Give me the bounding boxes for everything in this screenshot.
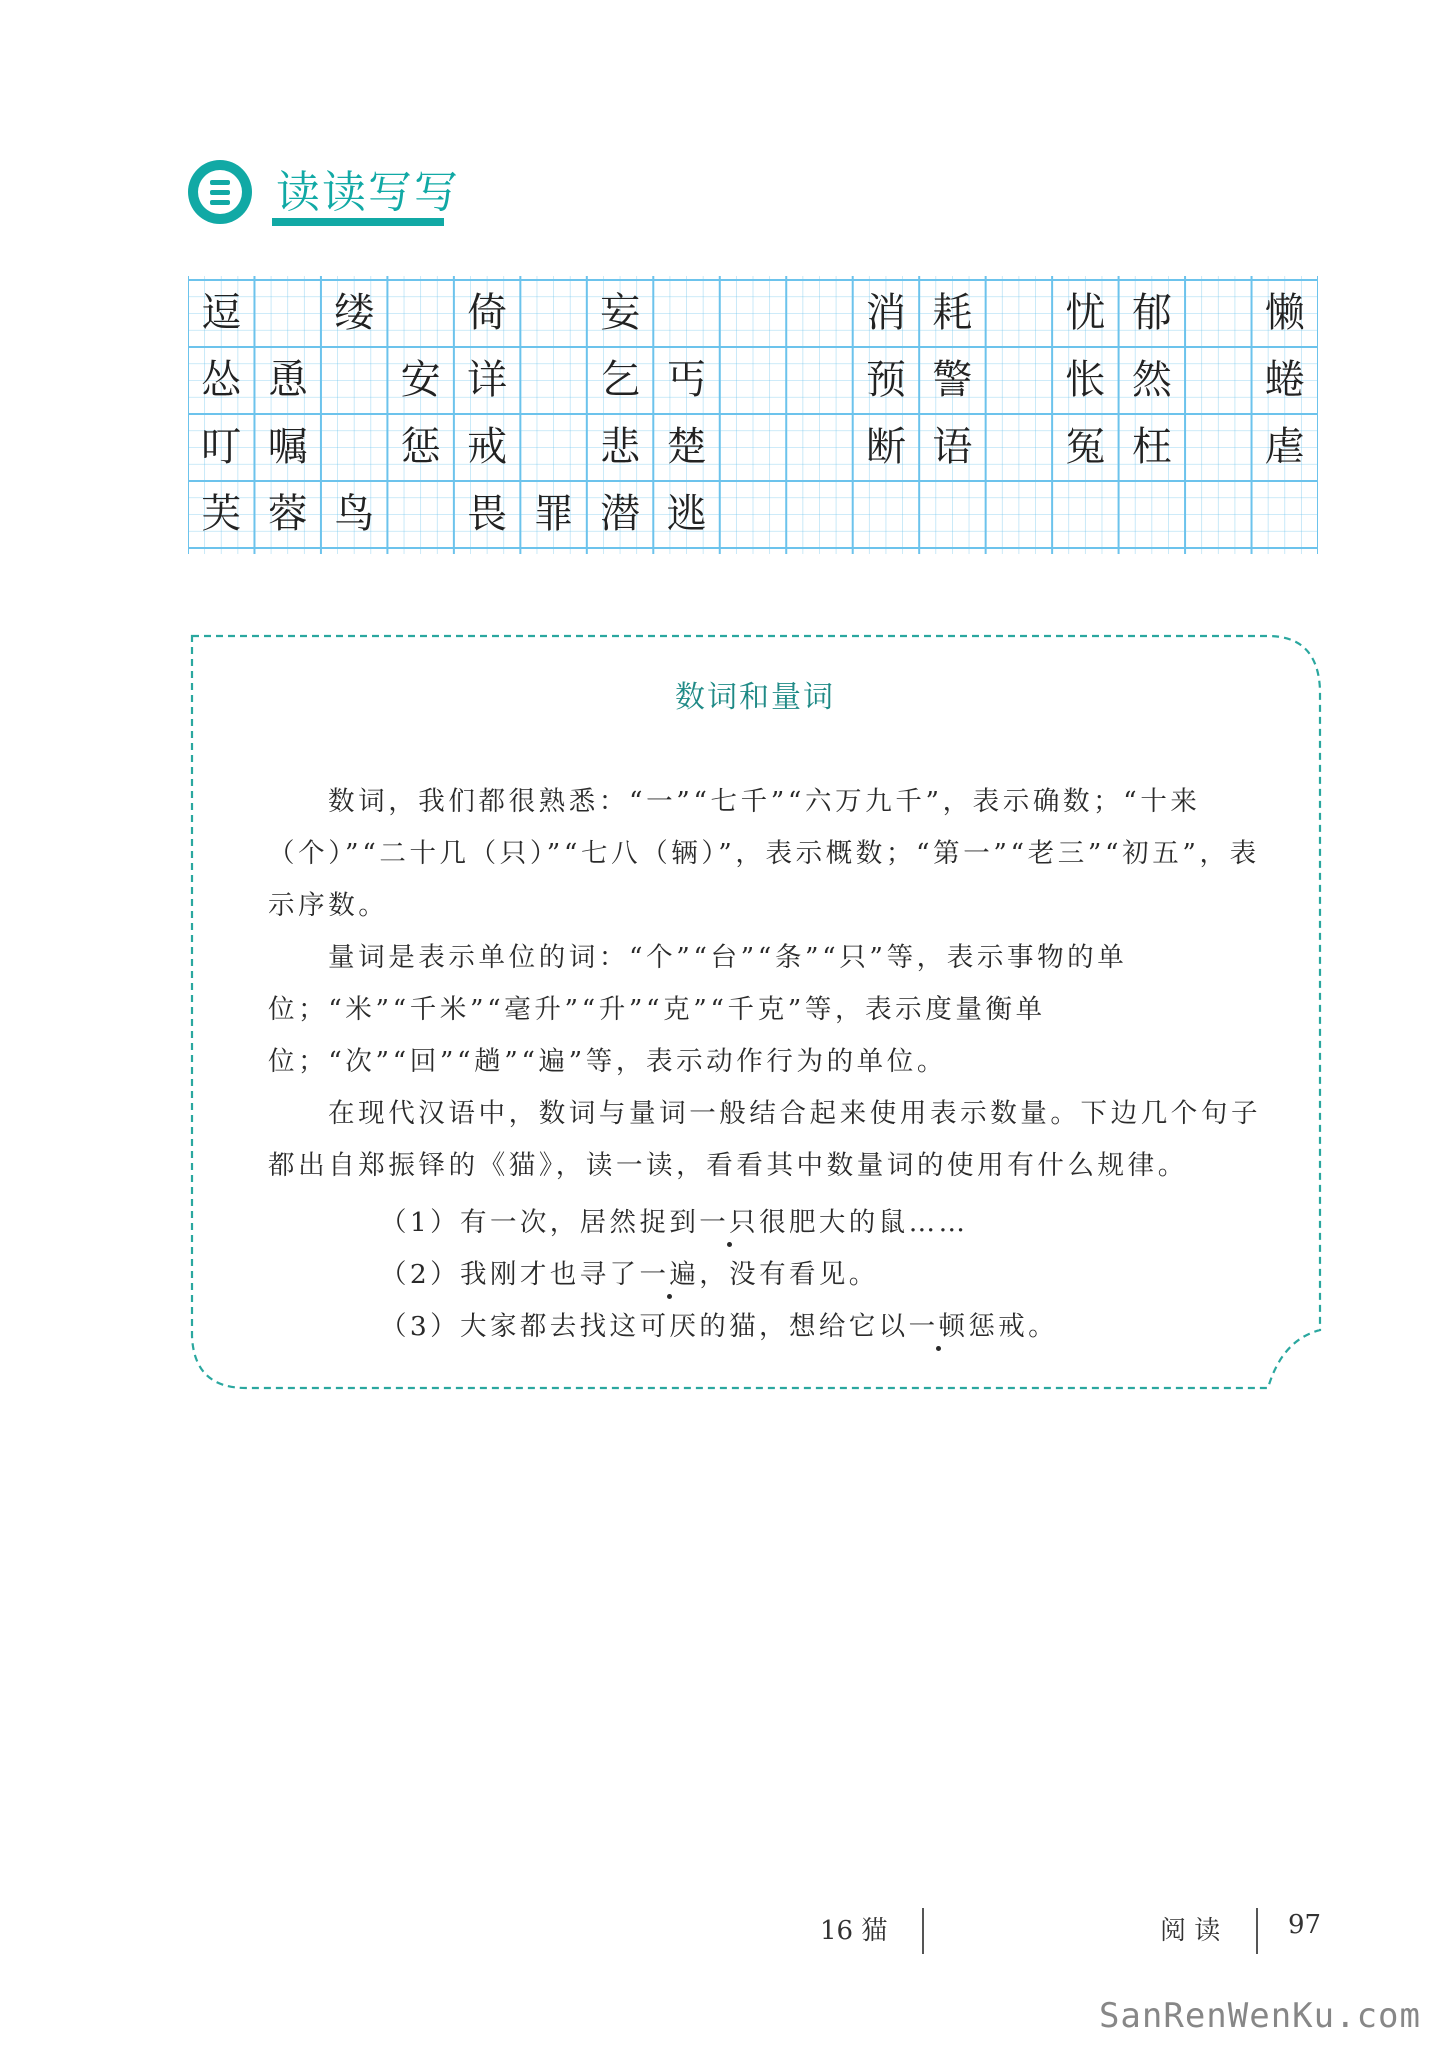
example-sentence-1: （1）有一次，居然捉到一只很肥大的鼠…… <box>380 1200 968 1239</box>
watermark: SanRenWenKu.com <box>1098 1996 1421 2036</box>
grid-character: 叮 <box>201 424 242 470</box>
grid-character: 消 <box>865 290 906 336</box>
grid-character: 鸟 <box>334 491 375 537</box>
grid-character: 潜 <box>600 491 641 537</box>
emphasis-marks: 一顿 <box>909 1304 969 1343</box>
box-title: 数词和量词 <box>675 680 835 715</box>
grid-character: 蜷 <box>1264 357 1305 403</box>
grid-character: 倚 <box>467 290 508 336</box>
grid-character: 罪 <box>533 491 574 537</box>
section-title: 读读写写 <box>276 167 460 218</box>
grid-character: 嘱 <box>267 424 308 470</box>
grid-character: 然 <box>1131 357 1172 403</box>
grid-character: 懒 <box>1264 290 1305 336</box>
grid-character: 虐 <box>1264 424 1305 470</box>
grid-character: 惩 <box>400 424 441 470</box>
grid-character: 戒 <box>467 424 508 470</box>
grid-character: 丐 <box>666 357 707 403</box>
grid-character: 怅 <box>1065 357 1106 403</box>
grid-character: 预 <box>865 357 906 403</box>
example-sentence-2: （2）我刚才也寻了一遍，没有看见。 <box>380 1252 879 1291</box>
emphasis-marks: 一只 <box>699 1200 759 1239</box>
grid-character: 语 <box>932 424 973 470</box>
grid-character: 妄 <box>600 290 641 336</box>
paragraph-numerals: 数词，我们都很熟悉：“一”“七千”“六万九千”，表示确数；“十来（个）”“二十几（只）”“七八（辆）”，表示概数；“第一”“老三”“初五”，表示序数。 <box>268 786 1260 921</box>
grid-character: 忧 <box>1065 290 1106 336</box>
grid-character: 蓉 <box>267 491 308 537</box>
grid-character: 怂 <box>201 357 242 403</box>
grid-character: 缕 <box>334 290 375 336</box>
emphasis-marks: 一遍 <box>639 1252 699 1291</box>
footer-lesson: 16 猫 <box>820 1916 888 1946</box>
grid-character: 详 <box>467 357 508 403</box>
grid-character: 枉 <box>1131 424 1172 470</box>
paragraph-measure-words: 量词是表示单位的词：“个”“台”“条”“只”等，表示事物的单位；“米”“千米”“毫升”“升”“克”“千克”等，表示度量衡单位；“次”“回”“趟”“遍”等，表示动作行为的单位。 <box>268 942 1128 1077</box>
grid-character: 芙 <box>201 491 242 537</box>
grid-character: 郁 <box>1131 290 1172 336</box>
footer-divider <box>1256 1908 1258 1954</box>
grid-character: 畏 <box>467 491 508 537</box>
grid-character: 楚 <box>666 424 707 470</box>
paragraph-usage: 在现代汉语中，数词与量词一般结合起来使用表示数量。下边几个句子都出自郑振铎的《猫》，读一读，看看其中数量词的使用有什么规律。 <box>268 1098 1262 1181</box>
page-number: 97 <box>1288 1910 1322 1940</box>
grid-character: 耗 <box>932 290 973 336</box>
grid-character: 悲 <box>600 424 641 470</box>
grid-character: 冤 <box>1065 424 1106 470</box>
grid-character: 安 <box>400 357 441 403</box>
grid-character: 逗 <box>201 290 242 336</box>
footer-divider <box>922 1908 924 1954</box>
grid-character: 乞 <box>600 357 641 403</box>
grid-character: 恿 <box>267 357 308 403</box>
grid-character: 断 <box>865 424 906 470</box>
grid-character: 警 <box>932 357 973 403</box>
grid-character: 逃 <box>666 491 707 537</box>
footer-unit: 阅 读 <box>1160 1916 1221 1946</box>
example-sentence-3: （3）大家都去找这可厌的猫，想给它以一顿惩戒。 <box>380 1304 1058 1343</box>
